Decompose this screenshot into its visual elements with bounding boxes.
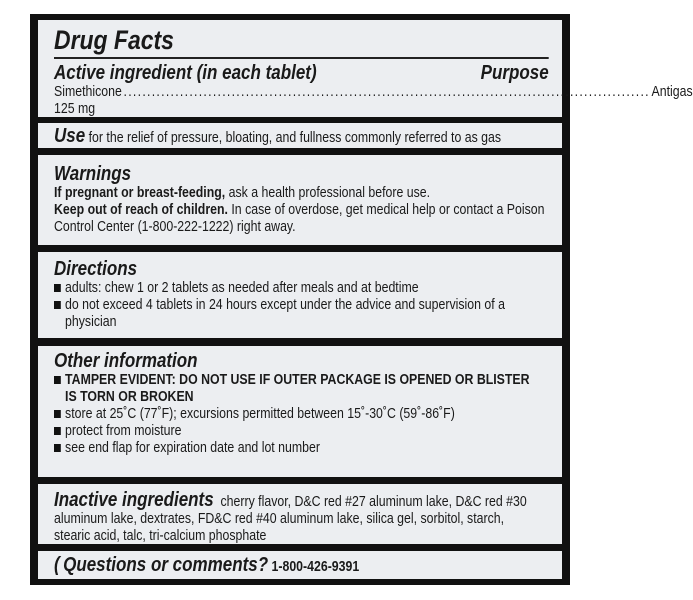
ingredient-name: Simethicone 125 mg [54,83,122,117]
page-title: Drug Facts [54,25,174,55]
list-item: adults: chew 1 or 2 tablets as needed after meals and at bedtime [54,280,549,297]
purpose-heading: Purpose [480,61,549,84]
bullet-icon [54,444,61,452]
bullet-icon [54,301,61,309]
other-information-heading: Other information [54,350,198,372]
use-text: for the relief of pressure, bloating, and fullness commonly referred to as gas [88,130,502,146]
children-warning-text: In case of overdose, get medical help or contact a Poison Control Center (1-800-222-1222) right away. [54,202,545,235]
list-item: protect from moisture [54,423,543,440]
drug-facts-label [30,14,693,585]
active-ingredient-heading: Active ingredient (in each tablet) [54,61,317,84]
pregnant-warning-text: ask a health professional before use. [228,185,431,201]
dot-leader: ................................................................................................................ [123,83,650,100]
divider [54,57,549,59]
inactive-ingredients-panel [38,484,562,544]
list-item: do not exceed 4 tablets in 24 hours except under the advice and supervision of a physician [54,297,549,331]
inactive-ingredients-heading: Inactive ingredients [54,489,214,511]
list-item: TAMPER EVIDENT: DO NOT USE IF OUTER PACKAGE IS OPENED OR BLISTER IS TORN OR BROKEN [54,372,543,406]
use-panel [38,123,562,148]
directions-heading: Directions [54,258,138,280]
ingredient-purpose: Antigas [651,83,693,100]
bullet-icon [54,376,61,384]
pregnant-warning-bold: If pregnant or breast-feeding, [54,185,226,201]
questions-heading: Questions or comments? [63,554,269,576]
list-item: see end flap for expiration date and lot number [54,440,543,457]
warnings-panel [38,155,562,245]
children-warning-bold: Keep out of reach of children. [54,202,228,218]
bullet-icon [54,427,61,435]
bullet-icon [54,284,61,292]
phone-icon: ( [54,554,60,576]
directions-panel [38,252,562,338]
warnings-heading: Warnings [54,163,132,185]
inactive-ingredients-text: cherry flavor, D&C red #27 aluminum lake, D&C red #30 aluminum lake, dextrates, FD&C red #40 aluminum lake, silica gel, sorbitol, starch, stearic acid, talc, tri-calcium phosphate [54,494,527,544]
other-information-panel [38,346,562,477]
use-heading: Use [54,125,86,147]
questions-phone: 1-800-426-9391 [271,559,360,575]
questions-panel [38,551,562,579]
bullet-icon [54,410,61,418]
list-item: store at 25˚C (77˚F); excursions permitted between 15˚-30˚C (59˚-86˚F) [54,406,543,423]
active-ingredient-panel [38,20,693,117]
